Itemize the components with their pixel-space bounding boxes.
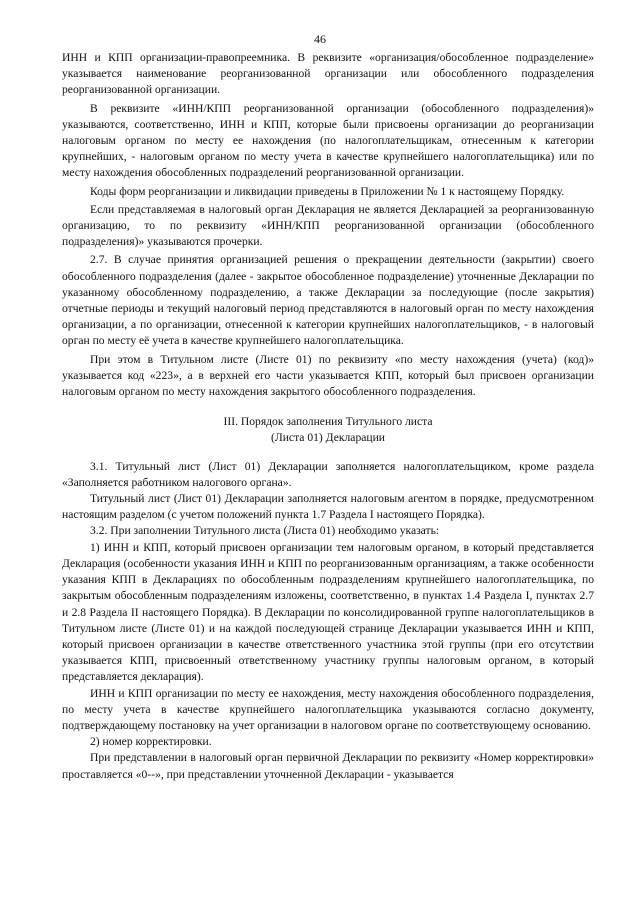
- paragraph: При этом в Титульном листе (Листе 01) по реквизиту «по месту нахождения (учета) (код)» указывается код «223», а в верхней его части указывается КПП, который был присвоен организации налоговым органом по месту нахождения закрытого обособленного подразделения.: [62, 352, 594, 399]
- paragraph: 3.2. При заполнении Титульного листа (Листа 01) необходимо указать:: [90, 524, 440, 538]
- paragraph: ИНН и КПП организации по месту ее нахождения, месту нахождения обособленного подразделения, по месту учета в качестве крупнейшего налогоплательщика указываются согласно документу, подтверждающему постановку на учет организации в налоговом органе по соответствующему основанию.: [62, 686, 594, 732]
- section-heading-line1: III. Порядок заполнения Титульного листа: [223, 415, 433, 429]
- paragraph: ИНН и КПП организации-правопреемника. В реквизите «организация/обособленное подразделение» указывается наименование реорганизованной организации или обособленного подразделения реорганизованной организации.: [62, 51, 594, 97]
- paragraph: Если представляемая в налоговый орган Декларация не является Декларацией за реорганизованную организацию, то по реквизиту «ИНН/КПП реорганизованной организации (обособленного подразделения)» указываются прочерки.: [62, 202, 594, 249]
- paragraph: Коды форм реорганизации и ликвидации приведены в Приложении № 1 к настоящему Порядку.: [90, 184, 565, 198]
- section-heading-line2: (Листа 01) Декларации: [271, 431, 385, 445]
- paragraph: В реквизите «ИНН/КПП реорганизованной организации (обособленного подразделения)» указываются, соответственно, ИНН и КПП, которые были присвоены организации до реорганизации налоговым органом по месту ее нахождения (по налогоплательщикам, отнесенным к категории крупнейших, - налоговым органом по месту учета в качестве крупнейшего налогоплательщика) или по месту нахождения обособленных подразделений реорганизованной организации.: [62, 101, 594, 180]
- paragraph: 1) ИНН и КПП, который присвоен организации тем налоговым органом, в который представляется Декларация (особенности указания ИНН и КПП по реорганизованным организациям, а также особенности указания КПП в Декларациях по обособленным подразделениям крупнейшего налогоплательщика, по закрытым обособленным подразделениям изложены, соответственно, в пунктах 1.4 Раздела I, пунктах 2.7 и 2.8 Раздела II настоящего Порядка). В Декларации по консолидированной группе налогоплательщиков в Титульном листе (Листе 01) и на каждой последующей странице Декларации указывается ИНН и КПП, который присвоен организации в качестве ответственного участника этой группы (при его отсутствии указывается КПП, присвоенный ответственному участнику группы налоговым органом, в который представляется декларация).: [62, 540, 594, 684]
- document-body: [62, 50, 594, 783]
- paragraph: Титульный лист (Лист 01) Декларации заполняется налоговым агентом в порядке, предусмотренном настоящим разделом (с учетом положений пункта 1.7 Раздела I настоящего Порядка).: [62, 492, 594, 522]
- section-heading: [62, 414, 594, 446]
- paragraph: 3.1. Титульный лист (Лист 01) Декларации заполняется налогоплательщиком, кроме раздела «Заполняется работником налогового органа».: [62, 459, 594, 489]
- paragraph: 2) номер корректировки.: [90, 735, 212, 749]
- page-number: 46: [314, 32, 326, 46]
- paragraph: При представлении в налоговый орган первичной Декларации по реквизиту «Номер корректировки» проставляется «0--», при представлении уточненной Декларации - указывается: [62, 751, 594, 781]
- paragraph: 2.7. В случае принятия организацией решения о прекращении деятельности (закрытии) своего обособленного подразделения (далее - закрытое обособленное подразделение) уточненные Декларации по указанному обособленному подразделению, а также Декларации за последующие (после закрытия) отчетные периоды и текущий налоговый период представляются в налоговый орган по месту нахождения организации, а по организации, отнесенной к категории крупнейших налогоплательщиков, - в налоговый орган по месту её учета в качестве крупнейшего налогоплательщика.: [62, 253, 594, 348]
